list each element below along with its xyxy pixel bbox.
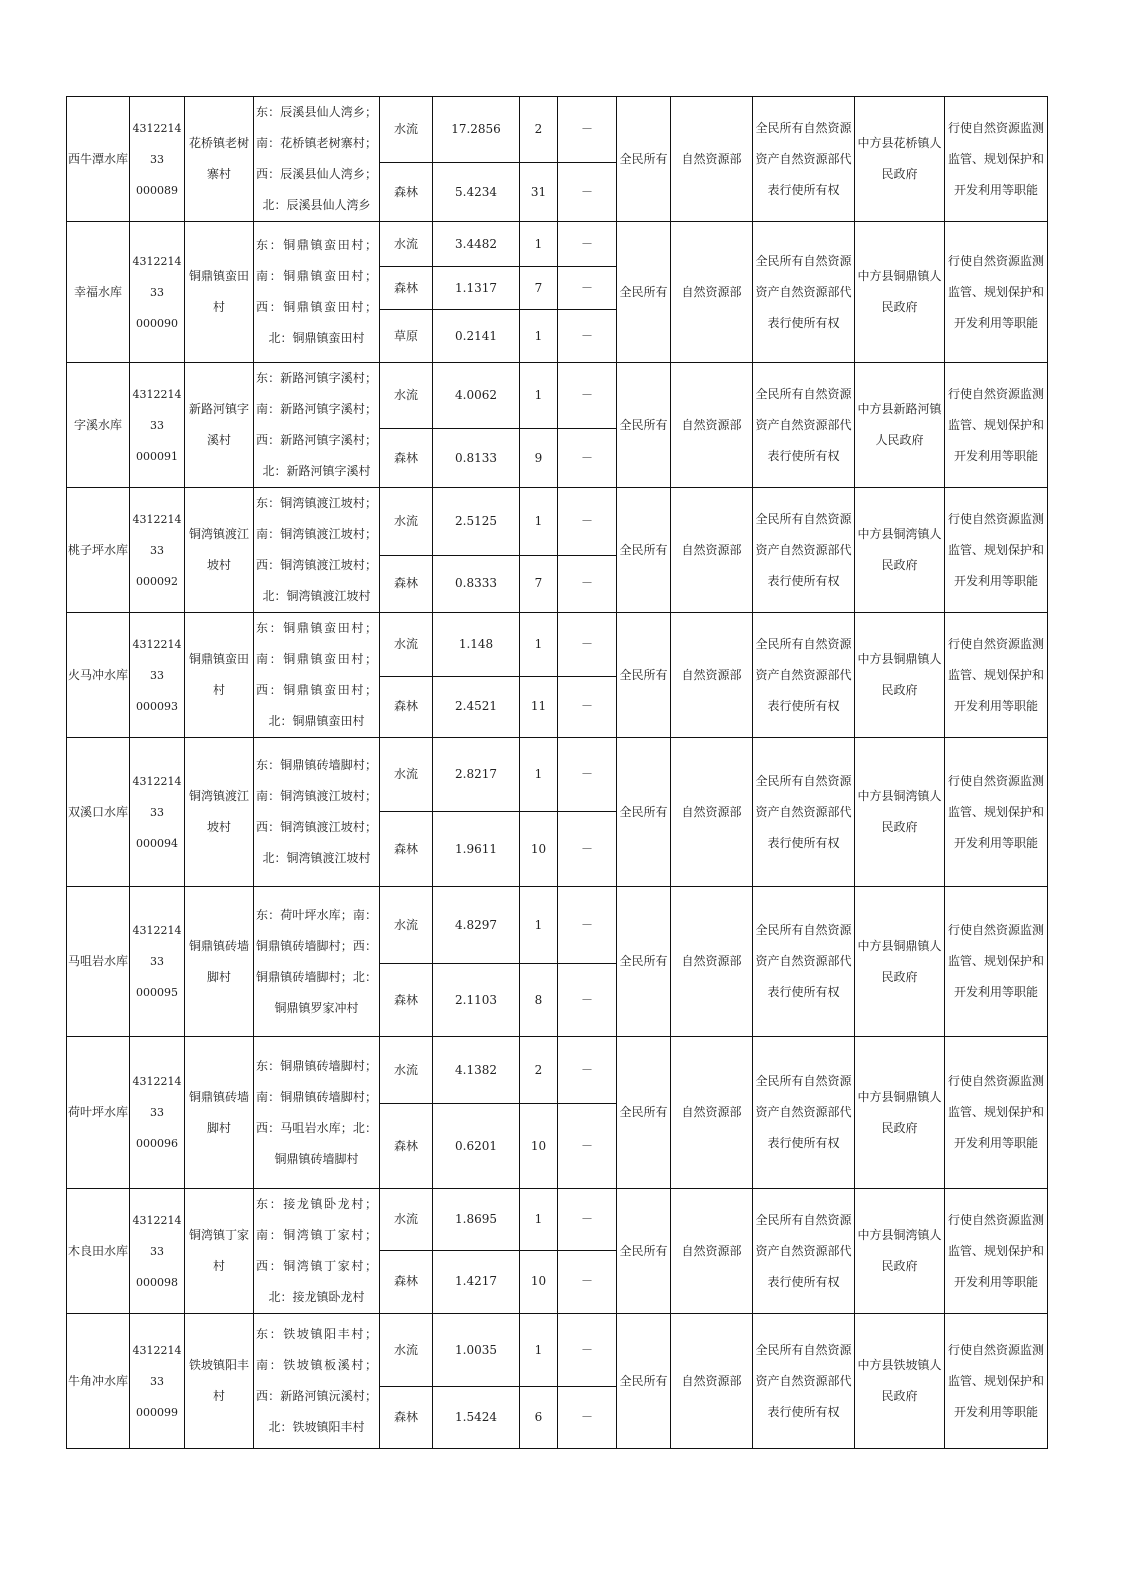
unit-code: 431221433 000092 <box>130 488 185 613</box>
resource-area: 0.8133 <box>433 429 520 488</box>
unit-code: 431221433 000091 <box>130 363 185 488</box>
resource-type: 森林 <box>380 555 433 612</box>
resource-count: 1 <box>520 488 558 556</box>
exercise-cell: 全民所有自然资源资产自然资源部代表行使所有权 <box>753 222 855 363</box>
owner-rep-cell: 自然资源部 <box>671 613 753 738</box>
resource-count: 1 <box>520 1314 558 1387</box>
exercise-cell: 全民所有自然资源资产自然资源部代表行使所有权 <box>753 738 855 887</box>
duty-cell: 行使自然资源监测监管、规划保护和开发利用等职能 <box>945 613 1048 738</box>
agent-cell: 中方县铜鼎镇人民政府 <box>855 222 945 363</box>
resource-note: － <box>558 267 617 310</box>
ownership-cell: 全民所有 <box>617 97 671 222</box>
exercise-cell: 全民所有自然资源资产自然资源部代表行使所有权 <box>753 1189 855 1314</box>
agent-cell: 中方县铜鼎镇人民政府 <box>855 887 945 1037</box>
ownership-cell: 全民所有 <box>617 887 671 1037</box>
agent-cell: 中方县花桥镇人民政府 <box>855 97 945 222</box>
location-cell: 花桥镇老树寨村 <box>185 97 254 222</box>
reservoir-name: 双溪口水库 <box>67 738 130 887</box>
location-cell: 铜鼎镇砖墙脚村 <box>185 1037 254 1189</box>
owner-rep-cell: 自然资源部 <box>671 1314 753 1449</box>
unit-code: 431221433 000095 <box>130 887 185 1037</box>
boundary-cell: 东：荷叶坪水库；南：铜鼎镇砖墙脚村；西：铜鼎镇砖墙脚村；北：铜鼎镇罗家冲村 <box>254 887 380 1037</box>
resource-count: 2 <box>520 97 558 163</box>
resource-area: 1.1317 <box>433 267 520 310</box>
resource-note: － <box>558 488 617 556</box>
resource-note: － <box>558 310 617 363</box>
resource-type: 水流 <box>380 887 433 964</box>
resource-count: 1 <box>520 310 558 363</box>
owner-rep-cell: 自然资源部 <box>671 97 753 222</box>
boundary-cell: 东：接龙镇卧龙村；南：铜湾镇丁家村；西：铜湾镇丁家村；北：接龙镇卧龙村 <box>254 1189 380 1314</box>
resource-note: － <box>558 812 617 887</box>
exercise-cell: 全民所有自然资源资产自然资源部代表行使所有权 <box>753 613 855 738</box>
resource-area: 1.5424 <box>433 1387 520 1449</box>
owner-rep-cell: 自然资源部 <box>671 1189 753 1314</box>
duty-cell: 行使自然资源监测监管、规划保护和开发利用等职能 <box>945 97 1048 222</box>
resource-note: － <box>558 738 617 812</box>
resource-area: 1.0035 <box>433 1314 520 1387</box>
resource-count: 2 <box>520 1037 558 1104</box>
exercise-cell: 全民所有自然资源资产自然资源部代表行使所有权 <box>753 488 855 613</box>
resource-note: － <box>558 1189 617 1251</box>
resource-type: 水流 <box>380 1314 433 1387</box>
owner-rep-cell: 自然资源部 <box>671 488 753 613</box>
resource-note: － <box>558 613 617 677</box>
resource-area: 1.4217 <box>433 1250 520 1313</box>
unit-code: 431221433 000089 <box>130 97 185 222</box>
resource-area: 1.9611 <box>433 812 520 887</box>
boundary-cell: 东：铜鼎镇砖墙脚村；南：铜湾镇渡江坡村；西：铜湾镇渡江坡村；北：铜湾镇渡江坡村 <box>254 738 380 887</box>
table-row <box>67 488 1048 556</box>
resource-type: 水流 <box>380 613 433 677</box>
resource-count: 11 <box>520 676 558 738</box>
resource-count: 10 <box>520 1104 558 1189</box>
resource-area: 0.2141 <box>433 310 520 363</box>
location-cell: 铜鼎镇蛮田村 <box>185 613 254 738</box>
resource-area: 2.1103 <box>433 964 520 1037</box>
ownership-cell: 全民所有 <box>617 613 671 738</box>
owner-rep-cell: 自然资源部 <box>671 887 753 1037</box>
unit-code: 431221433 000098 <box>130 1189 185 1314</box>
boundary-cell: 东：铜鼎镇蛮田村；南：铜鼎镇蛮田村；西：铜鼎镇蛮田村；北：铜鼎镇蛮田村 <box>254 222 380 363</box>
resource-note: － <box>558 964 617 1037</box>
resource-area: 4.8297 <box>433 887 520 964</box>
ownership-cell: 全民所有 <box>617 1189 671 1314</box>
duty-cell: 行使自然资源监测监管、规划保护和开发利用等职能 <box>945 1314 1048 1449</box>
agent-cell: 中方县铜湾镇人民政府 <box>855 1189 945 1314</box>
resource-note: － <box>558 887 617 964</box>
exercise-cell: 全民所有自然资源资产自然资源部代表行使所有权 <box>753 1037 855 1189</box>
resource-type: 森林 <box>380 1250 433 1313</box>
boundary-cell: 东：辰溪县仙人湾乡；南：花桥镇老树寨村；西：辰溪县仙人湾乡；北：辰溪县仙人湾乡 <box>254 97 380 222</box>
resource-area: 3.4482 <box>433 222 520 267</box>
resource-type: 水流 <box>380 738 433 812</box>
resource-type: 水流 <box>380 363 433 429</box>
resource-type: 森林 <box>380 964 433 1037</box>
resource-count: 7 <box>520 555 558 612</box>
resource-count: 1 <box>520 887 558 964</box>
duty-cell: 行使自然资源监测监管、规划保护和开发利用等职能 <box>945 1189 1048 1314</box>
table-row <box>67 887 1048 964</box>
resource-count: 8 <box>520 964 558 1037</box>
duty-cell: 行使自然资源监测监管、规划保护和开发利用等职能 <box>945 738 1048 887</box>
resource-type: 草原 <box>380 310 433 363</box>
duty-cell: 行使自然资源监测监管、规划保护和开发利用等职能 <box>945 363 1048 488</box>
owner-rep-cell: 自然资源部 <box>671 1037 753 1189</box>
ownership-cell: 全民所有 <box>617 488 671 613</box>
location-cell: 铜湾镇渡江坡村 <box>185 488 254 613</box>
resource-count: 10 <box>520 812 558 887</box>
unit-code: 431221433 000093 <box>130 613 185 738</box>
resource-note: － <box>558 1104 617 1189</box>
agent-cell: 中方县新路河镇人民政府 <box>855 363 945 488</box>
resource-count: 1 <box>520 222 558 267</box>
exercise-cell: 全民所有自然资源资产自然资源部代表行使所有权 <box>753 1314 855 1449</box>
resource-area: 5.4234 <box>433 163 520 222</box>
unit-code: 431221433 000096 <box>130 1037 185 1189</box>
resource-note: － <box>558 1387 617 1449</box>
resource-count: 1 <box>520 363 558 429</box>
ownership-cell: 全民所有 <box>617 738 671 887</box>
resource-note: － <box>558 97 617 163</box>
owner-rep-cell: 自然资源部 <box>671 363 753 488</box>
reservoir-name: 马咀岩水库 <box>67 887 130 1037</box>
resource-type: 森林 <box>380 1387 433 1449</box>
table-row <box>67 738 1048 812</box>
registry-table <box>66 96 1048 1449</box>
resource-type: 森林 <box>380 429 433 488</box>
agent-cell: 中方县铜鼎镇人民政府 <box>855 1037 945 1189</box>
table-row <box>67 97 1048 163</box>
reservoir-name: 火马冲水库 <box>67 613 130 738</box>
resource-type: 水流 <box>380 1189 433 1251</box>
resource-area: 4.1382 <box>433 1037 520 1104</box>
resource-type: 森林 <box>380 163 433 222</box>
resource-area: 0.8333 <box>433 555 520 612</box>
table-row <box>67 1314 1048 1387</box>
resource-area: 1.148 <box>433 613 520 677</box>
resource-area: 4.0062 <box>433 363 520 429</box>
reservoir-name: 字溪水库 <box>67 363 130 488</box>
reservoir-name: 木良田水库 <box>67 1189 130 1314</box>
exercise-cell: 全民所有自然资源资产自然资源部代表行使所有权 <box>753 887 855 1037</box>
resource-note: － <box>558 555 617 612</box>
resource-area: 1.8695 <box>433 1189 520 1251</box>
resource-note: － <box>558 222 617 267</box>
table-row <box>67 613 1048 677</box>
resource-type: 水流 <box>380 97 433 163</box>
owner-rep-cell: 自然资源部 <box>671 222 753 363</box>
exercise-cell: 全民所有自然资源资产自然资源部代表行使所有权 <box>753 363 855 488</box>
resource-area: 2.5125 <box>433 488 520 556</box>
resource-note: － <box>558 1037 617 1104</box>
reservoir-name: 幸福水库 <box>67 222 130 363</box>
ownership-cell: 全民所有 <box>617 363 671 488</box>
duty-cell: 行使自然资源监测监管、规划保护和开发利用等职能 <box>945 488 1048 613</box>
resource-note: － <box>558 429 617 488</box>
duty-cell: 行使自然资源监测监管、规划保护和开发利用等职能 <box>945 1037 1048 1189</box>
ownership-cell: 全民所有 <box>617 1314 671 1449</box>
agent-cell: 中方县铜鼎镇人民政府 <box>855 613 945 738</box>
resource-area: 17.2856 <box>433 97 520 163</box>
resource-note: － <box>558 1314 617 1387</box>
owner-rep-cell: 自然资源部 <box>671 738 753 887</box>
resource-area: 2.8217 <box>433 738 520 812</box>
resource-note: － <box>558 1250 617 1313</box>
boundary-cell: 东：铜鼎镇蛮田村；南：铜鼎镇蛮田村；西：铜鼎镇蛮田村；北：铜鼎镇蛮田村 <box>254 613 380 738</box>
unit-code: 431221433 000090 <box>130 222 185 363</box>
boundary-cell: 东：铜湾镇渡江坡村；南：铜湾镇渡江坡村；西：铜湾镇渡江坡村；北：铜湾镇渡江坡村 <box>254 488 380 613</box>
resource-type: 森林 <box>380 812 433 887</box>
table-row <box>67 363 1048 429</box>
resource-type: 水流 <box>380 488 433 556</box>
resource-count: 10 <box>520 1250 558 1313</box>
resource-count: 1 <box>520 613 558 677</box>
resource-type: 森林 <box>380 676 433 738</box>
resource-count: 9 <box>520 429 558 488</box>
resource-type: 水流 <box>380 1037 433 1104</box>
boundary-cell: 东：新路河镇字溪村；南：新路河镇字溪村；西：新路河镇字溪村；北：新路河镇字溪村 <box>254 363 380 488</box>
table-row <box>67 222 1048 267</box>
location-cell: 铜湾镇丁家村 <box>185 1189 254 1314</box>
resource-area: 0.6201 <box>433 1104 520 1189</box>
reservoir-name: 西牛潭水库 <box>67 97 130 222</box>
location-cell: 铜鼎镇蛮田村 <box>185 222 254 363</box>
duty-cell: 行使自然资源监测监管、规划保护和开发利用等职能 <box>945 887 1048 1037</box>
table-row <box>67 1189 1048 1251</box>
resource-count: 7 <box>520 267 558 310</box>
resource-note: － <box>558 363 617 429</box>
table-row <box>67 1037 1048 1104</box>
unit-code: 431221433 000099 <box>130 1314 185 1449</box>
reservoir-name: 荷叶坪水库 <box>67 1037 130 1189</box>
duty-cell: 行使自然资源监测监管、规划保护和开发利用等职能 <box>945 222 1048 363</box>
location-cell: 新路河镇字溪村 <box>185 363 254 488</box>
agent-cell: 中方县铁坡镇人民政府 <box>855 1314 945 1449</box>
resource-type: 水流 <box>380 222 433 267</box>
resource-area: 2.4521 <box>433 676 520 738</box>
ownership-cell: 全民所有 <box>617 1037 671 1189</box>
reservoir-name: 桃子坪水库 <box>67 488 130 613</box>
location-cell: 铜湾镇渡江坡村 <box>185 738 254 887</box>
reservoir-name: 牛角冲水库 <box>67 1314 130 1449</box>
location-cell: 铜鼎镇砖墙脚村 <box>185 887 254 1037</box>
unit-code: 431221433 000094 <box>130 738 185 887</box>
resource-count: 31 <box>520 163 558 222</box>
resource-count: 1 <box>520 1189 558 1251</box>
resource-type: 森林 <box>380 267 433 310</box>
boundary-cell: 东：铜鼎镇砖墙脚村；南：铜鼎镇砖墙脚村；西：马咀岩水库；北：铜鼎镇砖墙脚村 <box>254 1037 380 1189</box>
resource-count: 6 <box>520 1387 558 1449</box>
agent-cell: 中方县铜湾镇人民政府 <box>855 488 945 613</box>
resource-count: 1 <box>520 738 558 812</box>
resource-type: 森林 <box>380 1104 433 1189</box>
resource-note: － <box>558 163 617 222</box>
location-cell: 铁坡镇阳丰村 <box>185 1314 254 1449</box>
boundary-cell: 东：铁坡镇阳丰村；南：铁坡镇板溪村；西：新路河镇沅溪村；北：铁坡镇阳丰村 <box>254 1314 380 1449</box>
ownership-cell: 全民所有 <box>617 222 671 363</box>
agent-cell: 中方县铜湾镇人民政府 <box>855 738 945 887</box>
resource-note: － <box>558 676 617 738</box>
exercise-cell: 全民所有自然资源资产自然资源部代表行使所有权 <box>753 97 855 222</box>
